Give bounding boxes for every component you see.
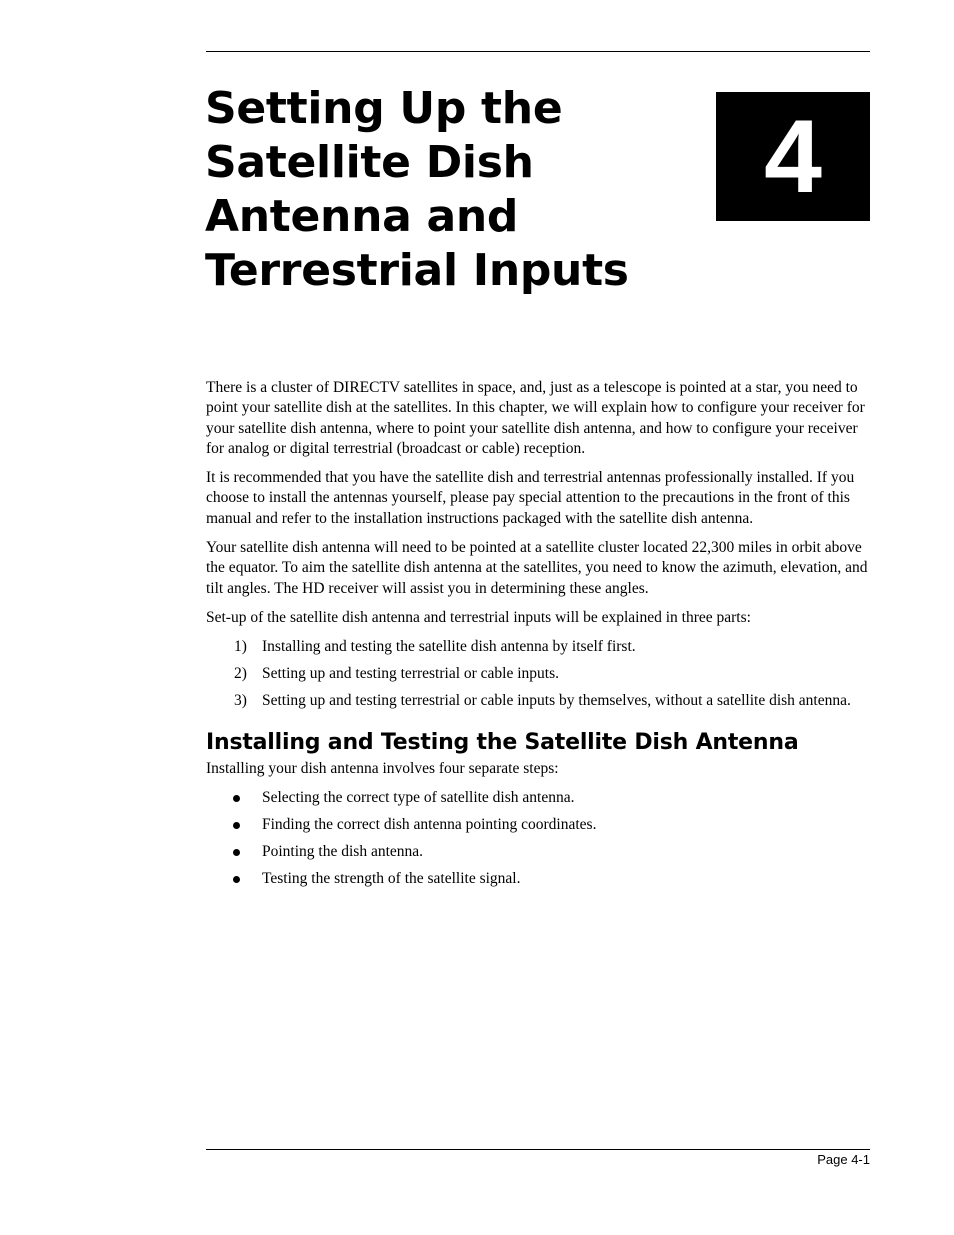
chapter-title-line: Satellite Dish [205,137,534,188]
bullet-icon [233,876,240,883]
chapter-title [205,82,695,298]
section-intro: Installing your dish antenna involves four separate steps: [206,760,559,778]
list-item-number: 1) [234,638,247,656]
chapter-title-line: Setting Up the [205,83,563,134]
parts-list [206,637,870,711]
list-item [206,869,870,889]
list-item [206,637,870,657]
list-item [206,842,870,862]
list-item-text: Setting up and testing terrestrial or cable inputs by themselves, without a satellite dish antenna. [262,691,851,709]
intro-paragraph: Set-up of the satellite dish antenna and terrestrial inputs will be explained in three parts: [206,608,751,626]
bullet-icon [233,795,240,802]
intro-paragraph: Your satellite dish antenna will need to be pointed at a satellite cluster located 22,300 miles in orbit above the equator. To aim the satellite dish antenna at the satellites, you need to know the azimuth, elevation, and tilt angles. The HD receiver will assist you in determining these angles. [206,539,868,597]
list-item [206,815,870,835]
chapter-number: 4 [764,98,822,215]
list-item-text: Installing and testing the satellite dish antenna by itself first. [262,638,636,656]
list-item [206,788,870,808]
bullet-icon [233,849,240,856]
chapter-title-line: Terrestrial Inputs [205,245,629,296]
bullet-icon [233,822,240,829]
list-item [206,664,870,684]
intro-paragraph: It is recommended that you have the satellite dish and terrestrial antennas professionally installed. If you choose to install the antennas yourself, please pay special attention to the precautions in the front of this manual and refer to the installation instructions packaged with the satellite dish antenna. [206,469,855,527]
footer-rule [206,1149,870,1150]
intro-paragraph: There is a cluster of DIRECTV satellites in space, and, just as a telescope is pointed at a star, you need to point your satellite dish at the satellites. In this chapter, we will explain how to configure your receiver for your satellite dish antenna, where to point your satellite dish antenna, and how to configure your receiver for analog or digital terrestrial (broadcast or cable) reception. [206,379,865,457]
chapter-title-line: Antenna and [205,191,519,242]
chapter-body [206,378,870,896]
header-rule [206,51,870,52]
list-item-number: 3) [234,691,247,709]
list-item-text: Finding the correct dish antenna pointing coordinates. [262,816,597,834]
list-item-text: Selecting the correct type of satellite dish antenna. [262,789,575,807]
list-item-number: 2) [234,665,247,683]
chapter-number-box [716,92,870,221]
list-item [206,691,870,711]
section-heading: Installing and Testing the Satellite Dish Antenna [206,730,799,756]
list-item-text: Setting up and testing terrestrial or cable inputs. [262,665,560,683]
list-item-text: Pointing the dish antenna. [262,843,424,861]
steps-list [206,788,870,889]
list-item-text: Testing the strength of the satellite signal. [262,869,521,887]
page-number: Page 4-1 [817,1152,870,1167]
